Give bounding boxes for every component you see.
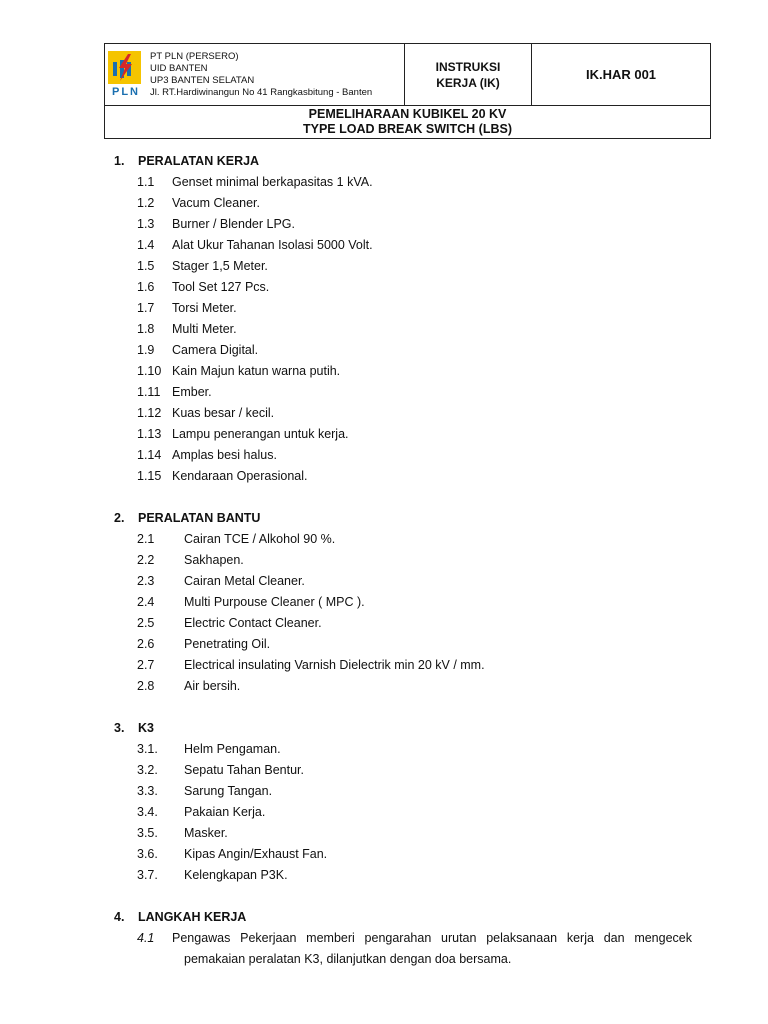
- list-item: [114, 613, 704, 634]
- item-text: Sakhapen.: [184, 553, 244, 567]
- list-item: [114, 781, 704, 802]
- item-number: 2.1: [137, 532, 155, 546]
- list-item: [114, 676, 704, 697]
- list-item: [114, 277, 704, 298]
- item-number: 1.9: [137, 343, 155, 357]
- list-item: [114, 571, 704, 592]
- item-number: 1.1: [137, 175, 155, 189]
- section-heading: 4. LANGKAH KERJA: [114, 910, 247, 924]
- item-text: Kuas besar / kecil.: [172, 406, 275, 420]
- doc-title-cell: [105, 106, 710, 138]
- list-item: [114, 592, 704, 613]
- org-name: PT PLN (PERSERO): [150, 50, 239, 62]
- item-text: Ember.: [172, 385, 212, 399]
- item-number: 1.10: [137, 364, 162, 378]
- list-item: [114, 424, 704, 445]
- item-text: Amplas besi halus.: [172, 448, 277, 462]
- list-item: [114, 634, 704, 655]
- doc-type-cell: [405, 44, 532, 105]
- list-item: [114, 256, 704, 277]
- item-number: 1.6: [137, 280, 155, 294]
- item-text: Camera Digital.: [172, 343, 259, 357]
- section-langkah-kerja: [114, 907, 704, 970]
- doc-type-line1: INSTRUKSI: [435, 59, 501, 74]
- header-top-row: [105, 44, 710, 106]
- item-text: Kendaraan Operasional.: [172, 469, 308, 483]
- list-item: [114, 760, 704, 781]
- list-item: [114, 865, 704, 886]
- item-number: 2.8: [137, 679, 155, 693]
- section-peralatan-kerja: [114, 151, 704, 487]
- item-number: 1.4: [137, 238, 155, 252]
- list-item: [114, 403, 704, 424]
- list-item: [114, 193, 704, 214]
- item-number: 2.4: [137, 595, 155, 609]
- list-item: [114, 172, 704, 193]
- item-number: 3.2.: [137, 763, 158, 777]
- list-item: [114, 550, 704, 571]
- list-item: [114, 823, 704, 844]
- list-item: [114, 382, 704, 403]
- item-text: Air bersih.: [184, 679, 241, 693]
- item-text: Multi Purpouse Cleaner ( MPC ).: [184, 595, 365, 609]
- section-heading: 3. K3: [114, 721, 154, 735]
- document-header: [104, 43, 711, 139]
- list-item: [114, 802, 704, 823]
- item-text: Cairan TCE / Alkohol 90 %.: [184, 532, 336, 546]
- section-peralatan-bantu: [114, 508, 704, 697]
- list-item: [114, 466, 704, 487]
- list-item: [114, 340, 704, 361]
- item-number: 2.2: [137, 553, 155, 567]
- item-number: 2.5: [137, 616, 155, 630]
- org-address: Jl. RT.Hardiwinangun No 41 Rangkasbitung - Banten: [150, 86, 373, 98]
- item-text: Lampu penerangan untuk kerja.: [172, 427, 349, 441]
- item-number: 3.6.: [137, 847, 158, 861]
- item-text: Genset minimal berkapasitas 1 kVA.: [172, 175, 373, 189]
- step-item: [114, 928, 704, 970]
- org-unit: UID BANTEN: [150, 62, 208, 74]
- item-number: 3.3.: [137, 784, 158, 798]
- item-text: Kain Majun katun warna putih.: [172, 364, 341, 378]
- item-number: 1.15: [137, 469, 162, 483]
- list-item: [114, 529, 704, 550]
- item-text: Penetrating Oil.: [184, 637, 271, 651]
- item-text: Sepatu Tahan Bentur.: [184, 763, 305, 777]
- list-item: [114, 844, 704, 865]
- item-number: 1.14: [137, 448, 162, 462]
- item-text: Kelengkapan P3K.: [184, 868, 288, 882]
- item-text: Alat Ukur Tahanan Isolasi 5000 Volt.: [172, 238, 373, 252]
- section-heading: 1. PERALATAN KERJA: [114, 154, 260, 168]
- item-number: 3.7.: [137, 868, 158, 882]
- item-text: Multi Meter.: [172, 322, 237, 336]
- organization-address: [150, 51, 372, 99]
- item-number: 3.1.: [137, 742, 158, 756]
- doc-title-line2: TYPE LOAD BREAK SWITCH (LBS): [302, 122, 513, 136]
- lightning-icon: [108, 51, 141, 84]
- item-number: 1.11: [137, 385, 161, 399]
- doc-title-line1: PEMELIHARAAN KUBIKEL 20 KV: [308, 107, 507, 121]
- list-item: [114, 739, 704, 760]
- item-number: 2.7: [137, 658, 155, 672]
- item-text: Vacum Cleaner.: [172, 196, 261, 210]
- item-number: 1.13: [137, 427, 162, 441]
- list-item: [114, 361, 704, 382]
- pln-logo: [108, 49, 144, 101]
- list-item: [114, 445, 704, 466]
- item-text: Stager 1,5 Meter.: [172, 259, 268, 273]
- item-number: 1.3: [137, 217, 155, 231]
- item-number: 1.7: [137, 301, 155, 315]
- list-item: [114, 235, 704, 256]
- section-k3: [114, 718, 704, 886]
- list-item: [114, 655, 704, 676]
- logo-text: PLN: [112, 85, 140, 98]
- item-number: 1.2: [137, 196, 155, 210]
- item-text: Electric Contact Cleaner.: [184, 616, 322, 630]
- item-number: 1.8: [137, 322, 155, 336]
- item-number: 2.3: [137, 574, 155, 588]
- item-text: Electrical insulating Varnish Dielectrik min 20 kV / mm.: [184, 658, 485, 672]
- item-number: 2.6: [137, 637, 155, 651]
- list-item: [114, 319, 704, 340]
- item-text: Kipas Angin/Exhaust Fan.: [184, 847, 328, 861]
- step-number: 4.1: [137, 931, 155, 945]
- item-number: 3.5.: [137, 826, 158, 840]
- item-text: Burner / Blender LPG.: [172, 217, 295, 231]
- item-text: Masker.: [184, 826, 228, 840]
- item-text: Pakaian Kerja.: [184, 805, 266, 819]
- item-number: 3.4.: [137, 805, 158, 819]
- section-heading: 2. PERALATAN BANTU: [114, 511, 261, 525]
- doc-type-line2: KERJA (IK): [436, 75, 500, 90]
- list-item: [114, 298, 704, 319]
- org-subunit: UP3 BANTEN SELATAN: [150, 74, 255, 86]
- item-text: Helm Pengaman.: [184, 742, 281, 756]
- doc-code: IK.HAR 001: [585, 67, 657, 82]
- step-text: Pengawas Pekerjaan memberi pengarahan urutan pelaksanaan kerja dan mengecek pemakaian peralatan K3, dilanjutkan dengan doa bersama.: [172, 931, 692, 966]
- item-text: Tool Set 127 Pcs.: [172, 280, 270, 294]
- item-text: Sarung Tangan.: [184, 784, 273, 798]
- organization-cell: [105, 44, 405, 105]
- list-item: [114, 214, 704, 235]
- item-number: 1.12: [137, 406, 162, 420]
- item-number: 1.5: [137, 259, 155, 273]
- item-text: Torsi Meter.: [172, 301, 237, 315]
- item-text: Cairan Metal Cleaner.: [184, 574, 305, 588]
